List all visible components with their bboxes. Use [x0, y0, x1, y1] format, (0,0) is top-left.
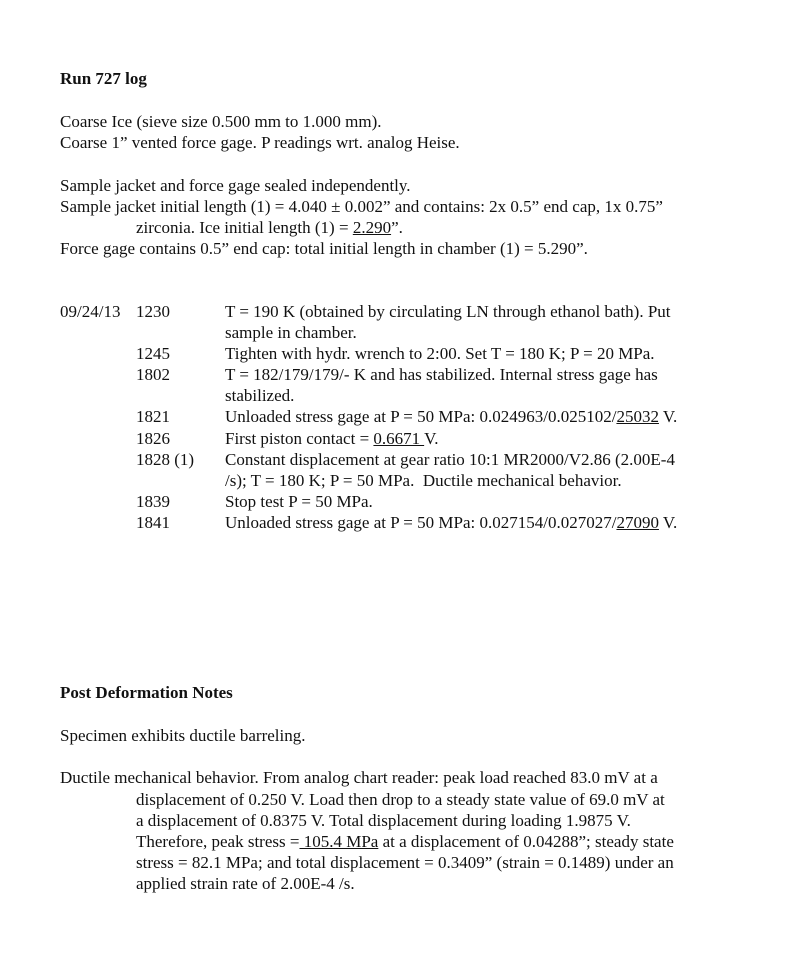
- ice-description: Coarse Ice (sieve size 0.500 mm to 1.000 mm).: [60, 112, 382, 131]
- log-time: 1802: [136, 365, 170, 384]
- behavior-paragraph-line: applied strain rate of 2.00E-4 /s.: [136, 874, 355, 893]
- log-entry-text: stabilized.: [225, 386, 295, 405]
- log-time: 1828 (1): [136, 450, 195, 469]
- log-entry-text: [225, 512, 677, 533]
- log-entry-text: sample in chamber.: [225, 323, 357, 342]
- log-entry-text: [225, 406, 677, 427]
- behavior-paragraph-line: stress = 82.1 MPa; and total displacement = 0.3409” (strain = 0.1489) under an: [136, 853, 674, 872]
- log-time: 1826: [136, 429, 170, 448]
- gage-reading-unit: V.: [658, 513, 678, 532]
- total-length-line: Force gage contains 0.5” end cap: total initial length in chamber (1) = 5.290”.: [60, 239, 588, 258]
- peak-stress-value: 105.4 MPa: [299, 832, 379, 851]
- ice-length-unit: ”.: [391, 218, 403, 237]
- log-entry-text: Tighten with hydr. wrench to 2:00. Set T = 180 K; P = 20 MPa.: [225, 344, 655, 363]
- log-time: 1821: [136, 407, 170, 426]
- barreling-note: Specimen exhibits ductile barreling.: [60, 726, 306, 745]
- jacket-length-line: Sample jacket initial length (1) = 4.040 ± 0.002” and contains: 2x 0.5” end cap, 1x 0.75”: [60, 197, 663, 216]
- behavior-paragraph-line: [136, 831, 674, 852]
- post-notes-heading: Post Deformation Notes: [60, 683, 233, 702]
- behavior-paragraph-line: displacement of 0.250 V. Load then drop to a steady state value of 69.0 mV at: [136, 790, 665, 809]
- piston-contact-text: First piston contact =: [225, 429, 374, 448]
- peak-stress-text: Therefore, peak stress =: [136, 832, 300, 851]
- gage-reading-text: Unloaded stress gage at P = 50 MPa: 0.024963/0.025102/: [225, 407, 617, 426]
- log-entry-text: T = 182/179/179/- K and has stabilized. Internal stress gage has: [225, 365, 658, 384]
- ice-length-text: zirconia. Ice initial length (1) =: [136, 218, 353, 237]
- log-time: 1230: [136, 302, 170, 321]
- log-entry-text: Constant displacement at gear ratio 10:1 MR2000/V2.86 (2.00E-4: [225, 450, 675, 469]
- piston-contact-value: 0.6671: [373, 429, 425, 448]
- log-time: 1841: [136, 513, 170, 532]
- log-title: Run 727 log: [60, 69, 147, 88]
- log-entry-text: [225, 428, 438, 449]
- gage-reading-value: 27090: [616, 513, 659, 532]
- log-entry-text: /s); T = 180 K; P = 50 MPa. Ductile mechanical behavior.: [225, 471, 622, 490]
- ice-length-value: 2.290: [352, 218, 392, 237]
- behavior-paragraph-line: a displacement of 0.8375 V. Total displacement during loading 1.9875 V.: [136, 811, 631, 830]
- ice-length-line: [136, 217, 403, 238]
- log-date: 09/24/13: [60, 302, 121, 321]
- gage-reading-unit: V.: [658, 407, 678, 426]
- peak-stress-rest: at a displacement of 0.04288”; steady state: [378, 832, 674, 851]
- log-time: 1245: [136, 344, 170, 363]
- force-gage-description: Coarse 1” vented force gage. P readings wrt. analog Heise.: [60, 133, 460, 152]
- gage-reading-value: 25032: [616, 407, 659, 426]
- log-time: 1839: [136, 492, 170, 511]
- log-entry-text: Stop test P = 50 MPa.: [225, 492, 373, 511]
- sealing-note: Sample jacket and force gage sealed independently.: [60, 176, 411, 195]
- gage-reading-text: Unloaded stress gage at P = 50 MPa: 0.027154/0.027027/: [225, 513, 617, 532]
- log-entry-text: T = 190 K (obtained by circulating LN through ethanol bath). Put: [225, 302, 671, 321]
- behavior-paragraph-line: Ductile mechanical behavior. From analog chart reader: peak load reached 83.0 mV at a: [60, 768, 658, 787]
- piston-contact-unit: V.: [424, 429, 439, 448]
